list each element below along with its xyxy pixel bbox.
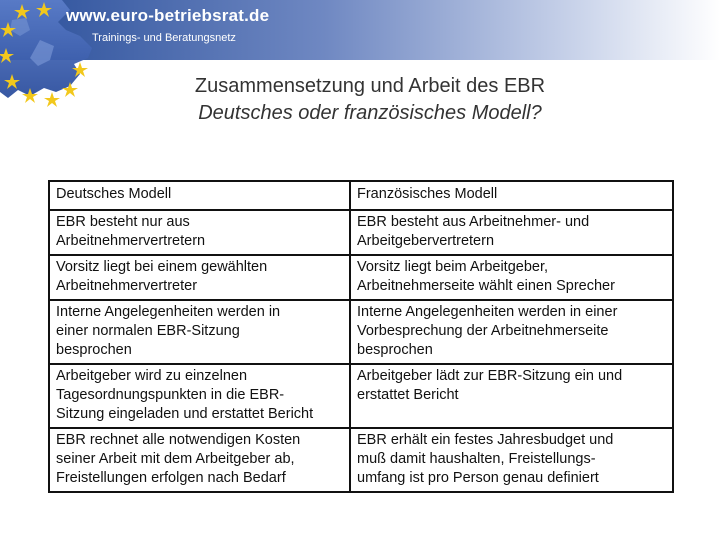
table-cell (49, 255, 350, 300)
cell-line: EBR besteht nur aus (56, 214, 190, 230)
cell-line: Arbeitgeber lädt zur EBR-Sitzung ein und (357, 368, 623, 384)
table-cell (49, 300, 350, 364)
column-header-german-model: Deutsches Modell (49, 181, 350, 210)
table-cell (350, 210, 673, 255)
cell-line: seiner Arbeit mit dem Arbeitgeber ab, (56, 451, 295, 467)
cell-line: Arbeitnehmervertretern (56, 233, 206, 249)
table-cell (350, 255, 673, 300)
table-cell (49, 364, 350, 428)
cell-line: Vorsitz liegt beim Arbeitgeber, (357, 259, 549, 275)
slide-title: Zusammensetzung und Arbeit des EBR (194, 75, 546, 97)
cell-line: erstattet Bericht (357, 387, 459, 403)
table-row (49, 428, 673, 492)
cell-line: Vorsitz liegt bei einem gewählten (56, 259, 268, 275)
table-row (49, 364, 673, 428)
cell-line: Interne Angelegenheiten werden in (56, 304, 281, 320)
table-header-row (49, 181, 673, 210)
cell-line: einer normalen EBR-Sitzung (56, 323, 240, 339)
cell-line: Arbeitnehmerseite wählt einen Sprecher (357, 278, 615, 294)
table-cell (350, 300, 673, 364)
cell-line: Vorbesprechung der Arbeitnehmerseite (357, 323, 609, 339)
cell-line: Arbeitnehmervertreter (56, 278, 198, 294)
cell-line: Freistellungen erfolgen nach Bedarf (56, 470, 286, 486)
table-cell (49, 428, 350, 492)
cell-line: umfang ist pro Person genau definiert (357, 470, 599, 486)
cell-line: EBR rechnet alle notwendigen Kosten (56, 432, 301, 448)
cell-line: Sitzung eingeladen und erstattet Bericht (56, 406, 314, 422)
slide-subtitle: Deutsches oder französisches Modell? (198, 102, 542, 124)
site-url: www.euro-betriebsrat.de (66, 6, 270, 25)
cell-line: EBR besteht aus Arbeitnehmer- und (357, 214, 590, 230)
table-cell (350, 364, 673, 428)
cell-line: muß damit haushalten, Freistellungs- (357, 451, 596, 467)
site-subtitle: Trainings- und Beratungsnetz (92, 32, 236, 44)
table-cell (350, 428, 673, 492)
column-header-french-model: Französisches Modell (350, 181, 673, 210)
cell-line: Arbeitgebervertretern (357, 233, 495, 249)
cell-line: besprochen (357, 342, 433, 358)
table-row (49, 210, 673, 255)
comparison-table (48, 180, 674, 493)
cell-line: Arbeitgeber wird zu einzelnen (56, 368, 248, 384)
table-row (49, 255, 673, 300)
table-cell (49, 210, 350, 255)
cell-line: Tagesordnungspunkten in die EBR- (56, 387, 285, 403)
cell-line: Interne Angelegenheiten werden in einer (357, 304, 618, 320)
cell-line: besprochen (56, 342, 132, 358)
table-row (49, 300, 673, 364)
cell-line: EBR erhält ein festes Jahresbudget und (357, 432, 614, 448)
